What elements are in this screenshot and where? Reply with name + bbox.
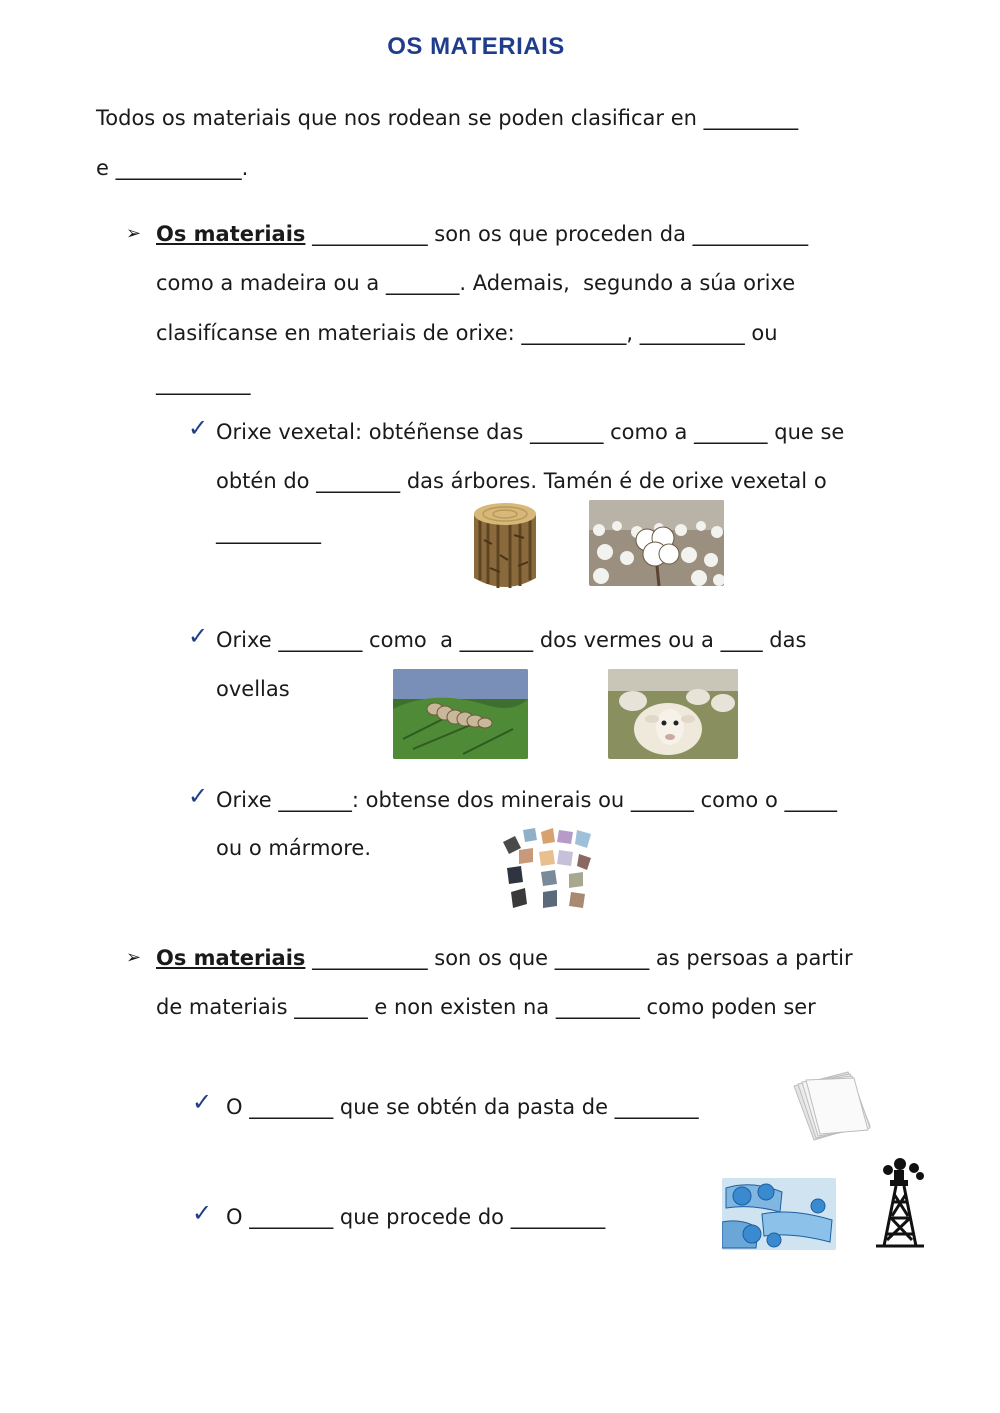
vegetal-line-3: __________ [216, 520, 321, 544]
paper-sheets-image [786, 1066, 876, 1146]
check-icon: ✓ [192, 1088, 213, 1116]
sheep-image [608, 669, 738, 759]
page-title: OS MATERIAIS [387, 33, 565, 60]
check-icon: ✓ [188, 622, 209, 650]
natural-line-1 [156, 222, 808, 246]
vegetal-line-2: obtén do ________ das árbores. Tamén é de orixe vexetal o [216, 469, 827, 493]
intro-line-2: e ____________. [96, 156, 249, 180]
plastic-bottles-image [722, 1178, 836, 1250]
oil-derrick-icon [872, 1158, 928, 1250]
check-icon: ✓ [188, 414, 209, 442]
wood-log-image [470, 500, 540, 592]
bullet-arrow-icon: ➢ [126, 947, 142, 968]
mineral-line-1: Orixe _______: obtense dos minerais ou ______ como o _____ [216, 788, 837, 812]
artificial-item-2: O ________ que procede do _________ [226, 1205, 606, 1229]
animal-line-2: ovellas [216, 677, 290, 701]
mineral-line-2: ou o mármore. [216, 836, 372, 860]
natural-line-3: clasifícanse en materiais de orixe: __________, __________ ou [156, 321, 778, 345]
cotton-image [589, 500, 724, 586]
silkworm-image [393, 669, 528, 759]
vegetal-line-1: Orixe vexetal: obtéñense das _______ como a _______ que se [216, 420, 845, 444]
natural-line-2: como a madeira ou a _______. Ademais, segundo a súa orixe [156, 271, 796, 295]
artificial-line-2: de materiais _______ e non existen na ________ como poden ser [156, 995, 816, 1019]
artificial-line-1 [156, 946, 853, 970]
natural-line-1-rest: ___________ son os que proceden da ___________ [305, 222, 809, 246]
bullet-arrow-icon: ➢ [126, 223, 142, 244]
artificial-line-1-rest: ___________ son os que _________ as persoas a partir [305, 946, 853, 970]
check-icon: ✓ [188, 782, 209, 810]
artificial-label: Os materiais [156, 946, 306, 970]
intro-line-1: Todos os materiais que nos rodean se poden clasificar en _________ [96, 106, 799, 130]
animal-line-1: Orixe ________ como a _______ dos vermes ou a ____ das [216, 628, 807, 652]
natural-label: Os materiais [156, 222, 306, 246]
check-icon: ✓ [192, 1199, 213, 1227]
minerals-image [497, 822, 597, 912]
natural-line-4: _________ [156, 371, 251, 395]
artificial-item-1: O ________ que se obtén da pasta de ________ [226, 1095, 699, 1119]
